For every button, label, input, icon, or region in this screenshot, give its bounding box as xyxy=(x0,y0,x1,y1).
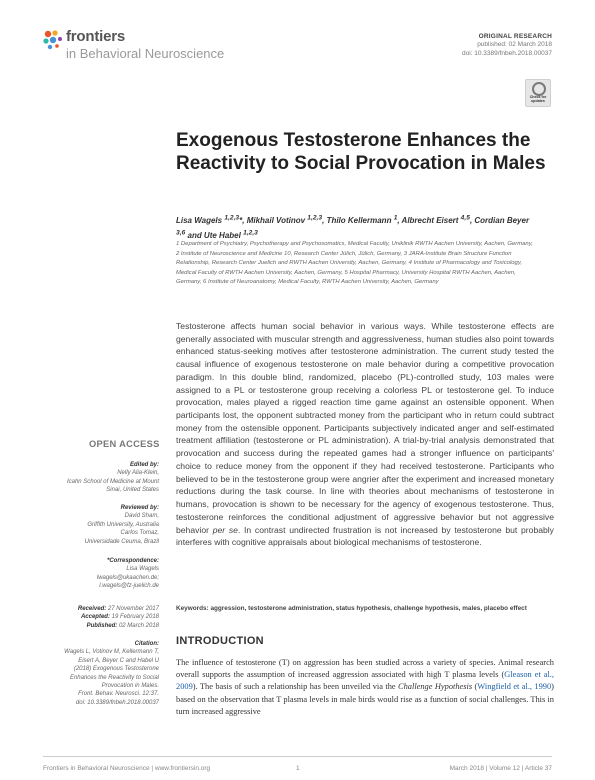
intro-text: ). The basis of such a relationship has been unveiled via the xyxy=(192,682,399,692)
intro-italic: Challenge Hypothesis xyxy=(398,682,473,692)
intro-text: The influence of testosterone (T) on aggression has been studied across a variety of species. Animal research overall supports the assumption of increased aggression associated with high T plasma levels ( xyxy=(176,658,554,680)
citation-block xyxy=(19,640,159,707)
published-label: Published: xyxy=(86,622,118,629)
accepted-label: Accepted: xyxy=(80,614,110,621)
footer-journal[interactable]: Frontiers in Behavioral Neuroscience | www.frontiersin.org xyxy=(43,765,211,772)
received-date xyxy=(19,605,159,613)
abstract-part-1: Testosterone affects human social behavior in various ways. While testosterone effects are generally associated with muscular strength and aggressiveness, human studies also point towards enhanced status-seeking motives after testosterone administration. The current study tested the causal influence of exogenous testosterone on male behavior during a competitive provocation paradigm. In this double blind, randomized, placebo (PL)-controlled study, 103 males were assigned to a PL or testosterone group receiving a colorless PL or testosterone gel. To induce provocation, males played a rigged reaction time game against an ostensible opponent. When participants lost, the opponent subtracted money from the participant who in return could subtract money from the ostensible opponent. Participants subjectively indicated anger and self-estimated treatment affiliation (testosterone or PL administration). A trial-by-trial analysis demonstrated that provocation and success during the repeated games had a stronger influence on participants' choice to reduce money from the opponent if they had received testosterone. Participants who believed to be in the testosterone group were angrier after the experiment and increased monetary reductions during the task course. In line with theories about mechanisms of testosterone in humans, provocation is shown to be necessary for the agency of exogenous testosterone. Thus, testosterone reinforces the conditional adjustment of aggressive behavior but not aggressive behavior xyxy=(176,321,554,535)
article-title: Exogenous Testosterone Enhances the Reactivity to Social Provocation in Males xyxy=(176,130,546,174)
citation-link[interactable]: Wingfield et al., 1990 xyxy=(477,682,552,692)
page-number: 1 xyxy=(296,765,300,772)
abstract-part-2: . In contrast undirected frustration is not increased by testosterone but probably interferes with cognitive appraisals about biological mechanisms of testosterone. xyxy=(176,524,554,548)
footer-divider xyxy=(43,756,552,757)
correspondence-email[interactable]: lwagels@ukaachen.de; xyxy=(96,574,159,581)
citation-line: Enhances the Reactivity to Social xyxy=(69,674,159,681)
reviewed-by-block xyxy=(19,504,159,546)
check-for-updates-badge[interactable] xyxy=(525,79,551,107)
citation-label: Citation: xyxy=(134,641,159,647)
received-label: Received: xyxy=(77,606,107,612)
accepted-value: 19 February 2018 xyxy=(111,614,159,621)
correspondence-email[interactable]: l.wagels@fz-juelich.de xyxy=(99,583,159,590)
article-type: ORIGINAL RESEARCH xyxy=(478,33,552,40)
citation-line: Eisert A, Beyer C and Habel U xyxy=(78,657,159,664)
frontiers-logo-icon xyxy=(42,29,64,51)
editor-line: Sinai, United States xyxy=(106,487,159,494)
citation-line: Provocation in Males. xyxy=(101,683,159,690)
accepted-date xyxy=(19,613,159,621)
intro-text: ) based on the observation that T plasma levels in male birds would rise as a function of social challenges. This in turn increased aggressive xyxy=(176,682,554,716)
reviewer-line: Griffith University, Australia xyxy=(87,521,159,528)
editor-line: Nelly Alia-Klein, xyxy=(117,470,159,477)
edited-by-label: Edited by: xyxy=(129,462,159,468)
keywords: Keywords: aggression, testosterone administration, status hypothesis, challenge hypothesis, males, placebo effect xyxy=(176,605,527,612)
journal-logo[interactable] xyxy=(42,27,242,67)
citation-link[interactable]: Gleason et al., 2009 xyxy=(176,670,554,692)
intro-text: ( xyxy=(472,682,478,692)
published-value: 02 March 2018 xyxy=(118,622,159,629)
reviewer-line: David Sham, xyxy=(124,513,159,520)
editor-line: Icahn School of Medicine at Mount xyxy=(66,478,159,485)
citation-doi[interactable]: doi: 10.3389/fnbeh.2018.00037 xyxy=(75,699,159,706)
citation-line: Front. Behav. Neurosci. 12:37. xyxy=(78,691,159,698)
open-access-label: OPEN ACCESS xyxy=(89,439,160,449)
received-value: 27 November 2017 xyxy=(107,606,159,612)
update-check-icon xyxy=(532,82,546,96)
abstract xyxy=(176,320,554,549)
edited-by-block xyxy=(19,461,159,495)
journal-name: in Behavioral Neuroscience xyxy=(66,46,225,61)
footer-issue: March 2018 | Volume 12 | Article 37 xyxy=(449,765,552,772)
published-date: published: 02 March 2018 xyxy=(477,41,552,49)
abstract-italic: per se xyxy=(212,524,238,535)
affiliations: 1 Department of Psychiatry, Psychotherapy and Psychosomatics, Medical Faculty, Uniklinik RWTH Aachen University, Aachen, Germany, 2 Institute of Neuroscience and Medicine 10, Research Center Jülich, Jülich, Germany, 3 JARA-Institute Brain Structure Function Relationship, Research Center Juelich and RWTH Aachen University, Aachen, Germany, 4 Institute of Pharmacology and Toxicology, Medical Faculty of RWTH Aachen University, Aachen, Germany, 5 Hospital Pharmacy, University Hospital RWTH Aachen, Aachen, Germany, 6 Institute of Neuroanatomy, Medical Faculty, RWTH Aachen University, Aachen, Germany xyxy=(176,241,533,286)
reviewer-line: Carlos Tomaz, xyxy=(120,530,159,537)
citation-line: Wagels L, Votinov M, Kellermann T, xyxy=(64,649,159,656)
badge-label: Check for updates xyxy=(529,95,547,103)
reviewed-by-label: Reviewed by: xyxy=(120,505,159,511)
brand-name: frontiers xyxy=(66,28,126,45)
dates-block xyxy=(19,605,159,630)
authors-line: Lisa Wagels $^{1,2,3}$*, Mikhail Votinov $^{1,2,3}$, Thilo Kellermann $^1$, Albrecht Eisert $^{4,5}$, Cordian Beyer $^{3,6}$ and Ute Habel $^{1,2,3}$ xyxy=(176,214,530,240)
introduction-heading: INTRODUCTION xyxy=(176,635,264,647)
doi[interactable]: doi: 10.3389/fnbeh.2018.00037 xyxy=(461,49,552,57)
reviewer-line: Universidade Ceuma, Brazil xyxy=(84,538,159,545)
citation-line: (2018) Exogenous Testosterone xyxy=(73,666,159,673)
correspondence-label: *Correspondence: xyxy=(106,558,159,564)
introduction-text xyxy=(176,657,554,718)
article-meta xyxy=(462,33,552,58)
published-date-side xyxy=(19,622,159,630)
correspondence-block xyxy=(19,557,159,591)
correspondence-line: Lisa Wagels xyxy=(126,566,159,573)
author-list xyxy=(176,212,536,242)
